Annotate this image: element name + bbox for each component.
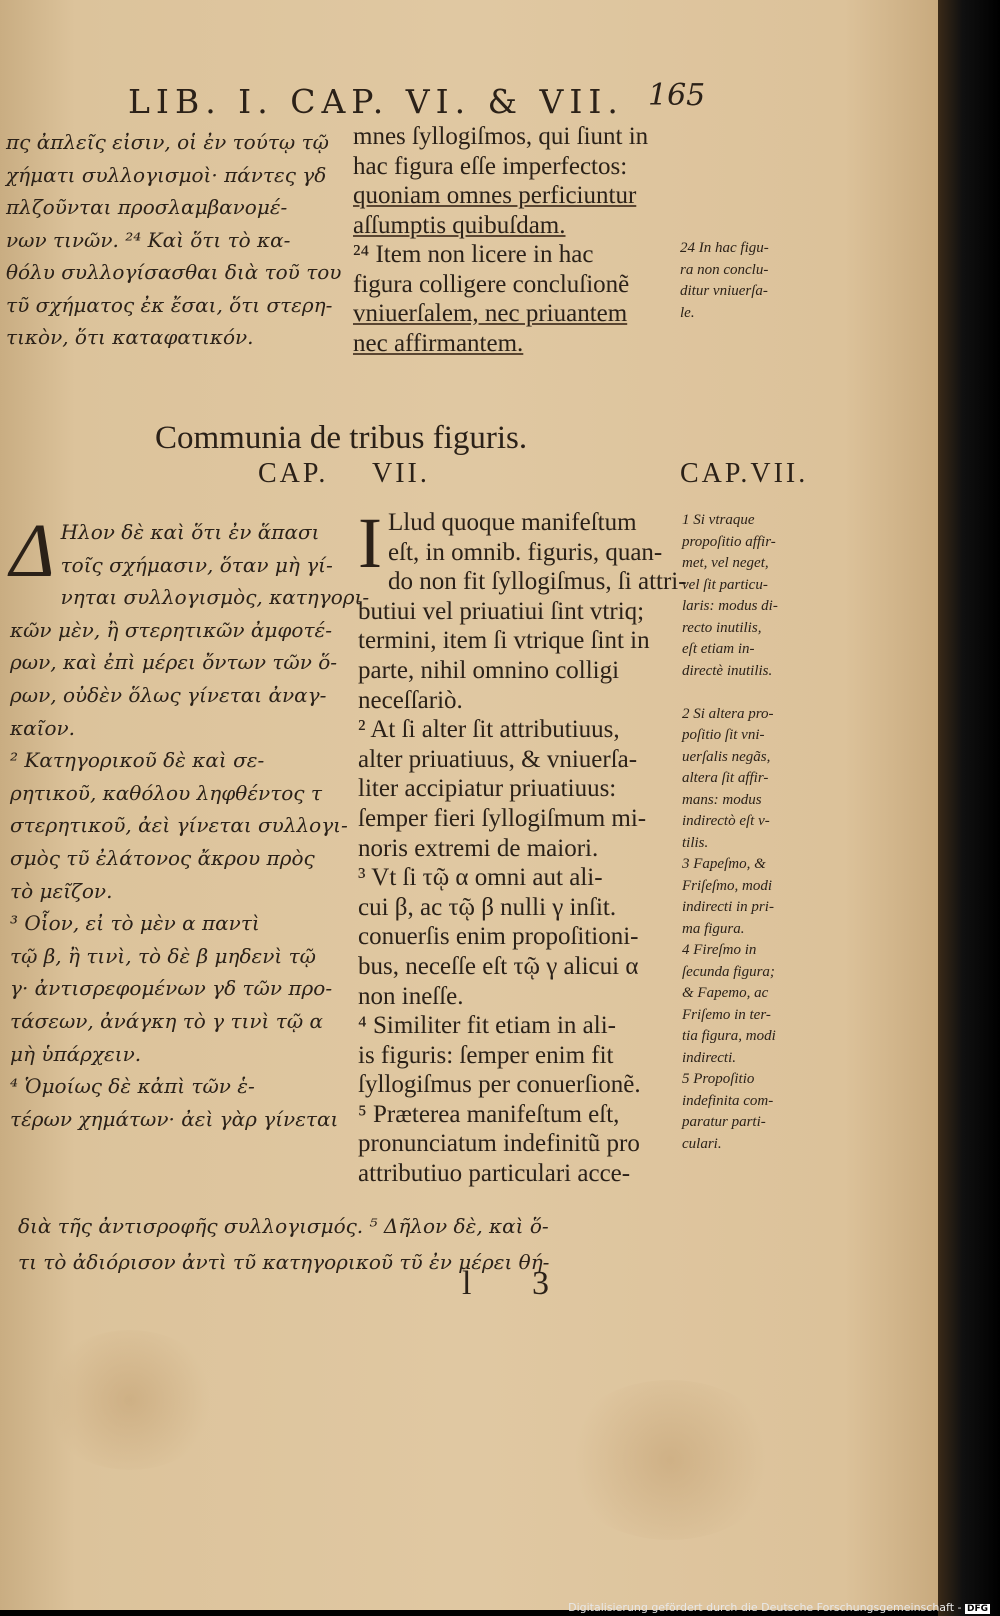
- margin-note-line: paratur parti-: [682, 1114, 766, 1130]
- greek-line: νων τινῶν. ²⁴ Καὶ ὅτι τὸ κα-: [6, 227, 291, 252]
- greek-line: στερητικοῦ, ἀεὶ γίνεται συλλογι-: [10, 813, 348, 838]
- latin-line: mnes ſyllogiſmos, qui ſiunt in: [353, 123, 649, 150]
- latin-line: parte, nihil omnino colligi: [358, 656, 620, 684]
- latin-drop-capital: I: [358, 503, 382, 583]
- latin-line: eſt, in omnib. figuris, quan-: [387, 538, 663, 566]
- margin-note-line: tilis.: [682, 834, 709, 851]
- margin-note-line: Friſemo in ter-: [682, 1006, 771, 1023]
- margin-note-line: eſt etiam in-: [682, 641, 755, 657]
- greek-line: ρων, καὶ ἐπὶ μέρει ὄντων τῶν ὅ-: [10, 650, 338, 675]
- margin-note-line: ma figura.: [682, 920, 745, 937]
- latin-line: quoniam omnes perficiuntur: [353, 182, 637, 209]
- latin-line: figura colligere concluſionẽ: [353, 270, 630, 298]
- greek-line: μὴ ὑπάρχειν.: [10, 1041, 142, 1066]
- dfg-logo: DFG: [966, 1604, 988, 1614]
- greek-line: νηται συλλογισμὸς, κατηγορι-: [60, 585, 370, 610]
- latin-line: ſyllogiſmus per conuerſionẽ.: [358, 1071, 641, 1099]
- latin-line: do non fit ſyllogiſmus, ſi attri-: [387, 568, 687, 596]
- top-margin-notes: [680, 238, 820, 324]
- latin-line: neceſſariò.: [358, 686, 463, 714]
- greek-line: τικὸν, ὅτι καταφατικόν.: [6, 325, 254, 349]
- margin-note-line: 3 Fapeſmo, &: [682, 856, 766, 872]
- greek-line: ⁴ Ὁμοίως δὲ κἀπὶ τῶν ἑ-: [10, 1074, 255, 1099]
- greek-line: ² Κατηγορικοῦ δὲ καὶ σε-: [10, 748, 265, 773]
- margin-note-line: ditur vniuerſa-: [680, 283, 768, 299]
- bottom-greek-lines: [18, 1208, 708, 1280]
- paper-stain: [560, 1380, 780, 1540]
- latin-line: ⁵ Præterea manifeſtum eſt,: [358, 1100, 620, 1128]
- latin-line: termini, item ſi vtrique ſint in: [358, 627, 650, 655]
- margin-note-line: culari.: [682, 1135, 722, 1152]
- latin-line: ² At ſi alter ſit attributiuus,: [358, 716, 620, 744]
- greek-line: διὰ τῆς ἀντισροφῆς συλλογισμός. ⁵ Δῆλον δὲ, καὶ ὅ-: [18, 1214, 549, 1238]
- latin-line: alter priuatiuus, & vniuerſa-: [358, 745, 638, 773]
- running-title: LIB. I. CAP. VI. & VII.: [128, 82, 624, 121]
- chapter-label-right: CAP.VII.: [680, 458, 809, 489]
- margin-note-line: 2 Si altera pro-: [682, 705, 774, 722]
- margin-note-line: ra non conclu-: [680, 261, 769, 278]
- latin-line: nec affirmantem.: [353, 329, 524, 357]
- margin-note-line: [682, 682, 832, 704]
- latin-line: liter accipiatur priuatiuus:: [358, 775, 617, 803]
- latin-line: is figuris: ſemper enim fit: [358, 1041, 614, 1069]
- section-title: Communia de tribus figuris.: [155, 420, 528, 456]
- margin-note-line: 5 Propoſitio: [682, 1071, 755, 1087]
- margin-note-line: 1 Si vtraque: [682, 512, 755, 528]
- margin-note-line: tia figura, modi: [682, 1028, 776, 1044]
- latin-line: Llud quoque manifeſtum: [387, 509, 637, 536]
- greek-line: γ· ἀντισρεφομένων γδ τῶν προ-: [10, 976, 333, 1001]
- margin-note-line: & Fapemo, ac: [682, 985, 769, 1001]
- latin-line: noris extremi de maiori.: [358, 834, 599, 862]
- margin-note-line: indirecti in pri-: [682, 899, 774, 915]
- latin-line: pronunciatum indefinitũ pro: [358, 1130, 640, 1158]
- latin-line: cui β, ac τῷ β nulli γ inſit.: [358, 893, 617, 921]
- greek-line: τοῖς σχήμασιν, ὅταν μὴ γί-: [60, 552, 333, 577]
- digitization-credit: [568, 1601, 990, 1614]
- latin-line: non ineſſe.: [358, 982, 464, 1010]
- latin-line: hac figura eſſe imperfectos:: [353, 152, 628, 180]
- greek-line: Ηλον δὲ καὶ ὅτι ἐν ἅπασι: [60, 520, 320, 544]
- latin-line: ³ Vt ſi τῷ α omni aut ali-: [358, 864, 603, 892]
- greek-line: τὸ μεῖζον.: [10, 878, 113, 903]
- margin-note-line: mans: modus: [682, 791, 762, 808]
- top-latin-column: [353, 122, 683, 358]
- margin-note-line: uerſalis negãs,: [682, 748, 771, 765]
- book-edge-shadow: [938, 0, 1000, 1616]
- page-number: 165: [648, 78, 706, 113]
- margin-note-line: altera ſit affir-: [682, 770, 769, 786]
- margin-note-line: met, vel neget,: [682, 555, 769, 571]
- margin-note-line: laris: modus di-: [682, 598, 778, 614]
- latin-line: conuerſis enim propoſitioni-: [358, 923, 639, 951]
- top-greek-column: [6, 126, 346, 354]
- greek-line: κῶν μὲν, ἢ στερητικῶν ἀμφοτέ-: [10, 617, 333, 642]
- greek-line: καῖον.: [10, 715, 76, 740]
- greek-line: σμὸς τῦ ἐλάτονος ἄκρου πρὸς: [10, 845, 315, 870]
- greek-line: χήματι συλλογισμοὶ· πάντες γδ: [6, 162, 327, 187]
- chapter-number: VII.: [372, 458, 430, 489]
- greek-line: ρητικοῦ, καθόλου ληφθέντος τ: [10, 780, 322, 805]
- greek-line: ³ Οἷον, εἰ τὸ μὲν α παντὶ: [10, 911, 260, 936]
- greek-line: τῷ β, ἢ τινὶ, τὸ δὲ β μηδενὶ τῷ: [10, 943, 316, 968]
- greek-line: ρων, οὐδὲν ὅλως γίνεται ἀναγ-: [10, 682, 327, 707]
- margin-note-line: le.: [680, 304, 695, 321]
- greek-line: θόλυ συλλογίσασθαι διὰ τοῦ του: [6, 260, 342, 284]
- latin-line: aſſumptis quibuſdam.: [353, 211, 566, 239]
- latin-line: butiui vel priuatiui ſint vtriq;: [358, 597, 645, 625]
- latin-line: ſemper fieri ſyllogiſmum mi-: [358, 804, 647, 832]
- greek-line: τάσεων, ἀνάγκη τὸ γ τινὶ τῷ α: [10, 1008, 323, 1033]
- latin-line: ⁴ Similiter fit etiam in ali-: [358, 1012, 616, 1040]
- margin-note-line: recto inutilis,: [682, 619, 762, 636]
- margin-note-line: directè inutilis.: [682, 662, 773, 679]
- greek-line: τῦ σχήματος ἐκ ἔσαι, ὅτι στερη-: [6, 292, 333, 317]
- main-margin-notes: [682, 510, 832, 1155]
- margin-note-line: indirectò eſt v-: [682, 813, 770, 829]
- latin-line: bus, neceſſe eſt τῷ γ alicui α: [358, 952, 639, 980]
- margin-note-line: Friſeſmo, modi: [682, 877, 772, 894]
- margin-note-line: indefinita com-: [682, 1092, 774, 1109]
- greek-drop-capital: Δ: [10, 509, 55, 593]
- main-latin-column: [358, 503, 687, 1189]
- greek-line: τι τὸ ἀδιόρισον ἀντὶ τῦ κατηγορικοῦ τῦ ἐν μέρει θή-: [18, 1250, 550, 1274]
- main-greek-column: [10, 509, 370, 1135]
- greek-line: πς ἀπλεῖς εἰσιν, οἱ ἐν τούτῳ τῷ: [6, 130, 329, 154]
- paper-stain: [40, 1330, 220, 1470]
- latin-line: ²⁴ Item non licere in hac: [353, 241, 594, 268]
- chapter-label: CAP.: [258, 458, 329, 489]
- margin-note-line: 4 Fireſmo in: [682, 942, 757, 958]
- latin-line: vniuerſalem, nec priuantem: [353, 300, 628, 327]
- margin-note-line: vel ſit particu-: [682, 576, 768, 593]
- latin-line: attributiuo particulari acce-: [358, 1160, 631, 1188]
- credit-text: Digitalisierung gefördert durch die Deutsche Forschungsgemeinschaft -: [568, 1601, 962, 1614]
- margin-note-line: ſecunda figura;: [682, 963, 775, 980]
- margin-note-line: 24 In hac figu-: [680, 240, 769, 256]
- margin-note-line: propoſitio affir-: [682, 533, 776, 550]
- signature-mark: l 3: [462, 1265, 575, 1302]
- margin-note-line: indirecti.: [682, 1049, 737, 1066]
- greek-line: πλζοῦνται προσλαμβανομέ-: [6, 195, 288, 219]
- greek-line: τέρων χημάτων· ἀεὶ γὰρ γίνεται: [10, 1106, 339, 1131]
- margin-note-line: poſitio ſit vni-: [682, 727, 765, 743]
